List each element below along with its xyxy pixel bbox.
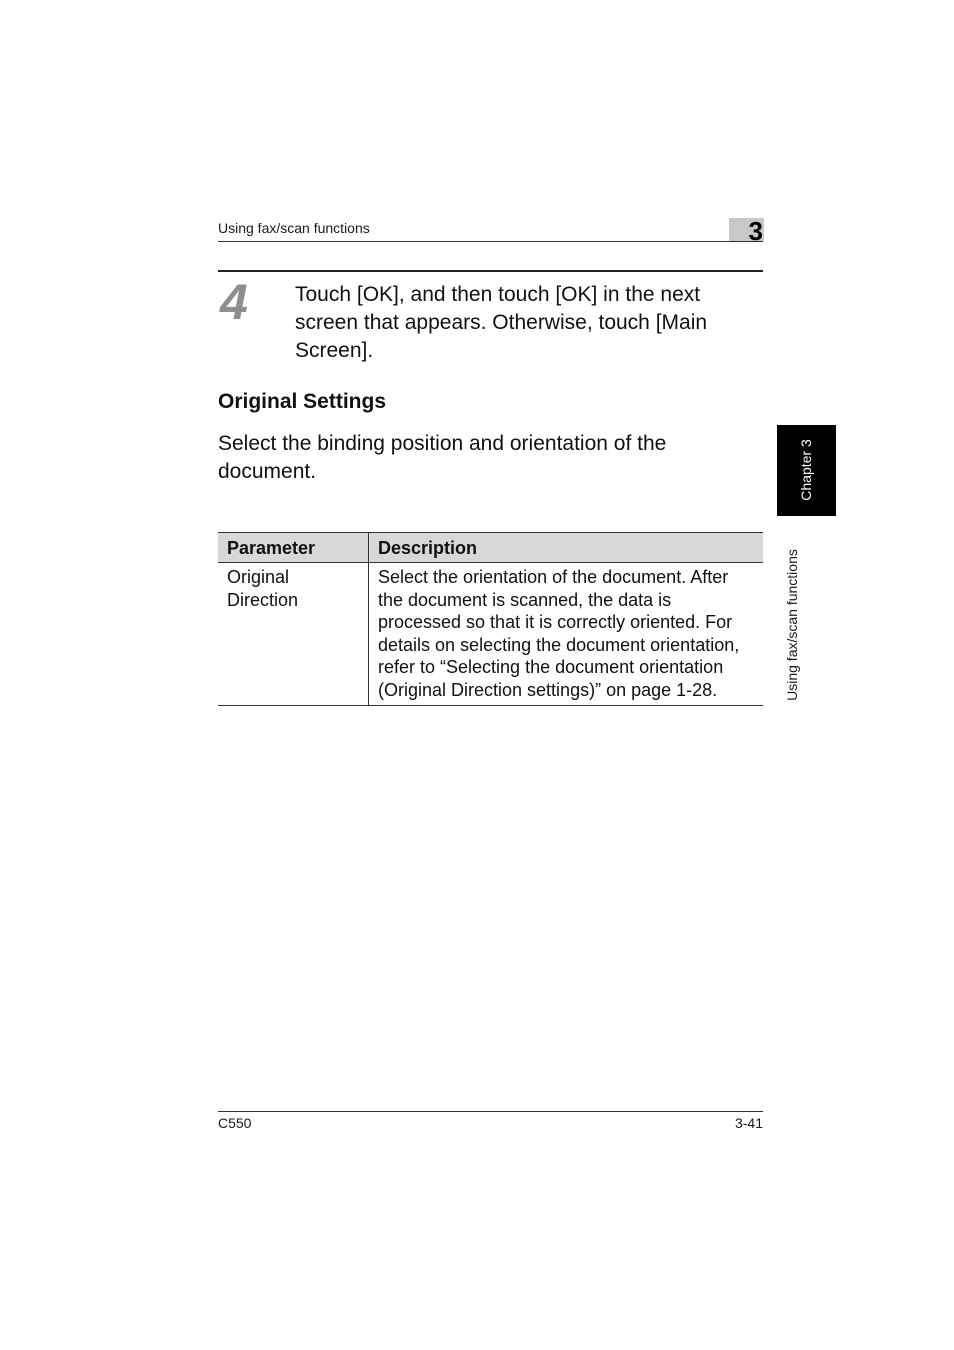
chapter-number-box — [729, 216, 764, 246]
footer-model: C550 — [218, 1115, 252, 1131]
header-rule — [218, 241, 763, 242]
table-cell-parameter: Original Direction — [218, 563, 369, 706]
step-number: 4 — [220, 274, 248, 330]
chapter-number: 3 — [748, 216, 763, 246]
table-header-row — [218, 533, 763, 563]
running-header-title: Using fax/scan functions — [218, 220, 370, 236]
parameter-table — [218, 532, 763, 706]
table-header-description: Description — [369, 533, 764, 563]
section-intro: Select the binding position and orientation of the document. — [218, 432, 667, 483]
section-heading: Original Settings — [218, 390, 387, 413]
table-header-parameter: Parameter — [218, 533, 369, 563]
chapter-side-tab — [777, 425, 836, 516]
footer-rule — [218, 1111, 763, 1112]
table-row — [218, 563, 763, 706]
table-cell-description: Select the orientation of the document. After the document is scanned, the data is processed so that it is correctly oriented. For details on selecting the document orientation, refer to “Selecting the document orientation (Original Direction settings)” on page 1-28. — [369, 563, 764, 706]
step-rule — [218, 270, 763, 272]
step-instruction: Touch [OK], and then touch [OK] in the next screen that appears. Otherwise, touch [Main Screen]. — [295, 283, 708, 362]
side-tab-chapter-label: Chapter 3 — [798, 439, 814, 501]
footer-page-number: 3-41 — [734, 1115, 763, 1131]
side-section-label: Using fax/scan functions — [784, 549, 800, 701]
